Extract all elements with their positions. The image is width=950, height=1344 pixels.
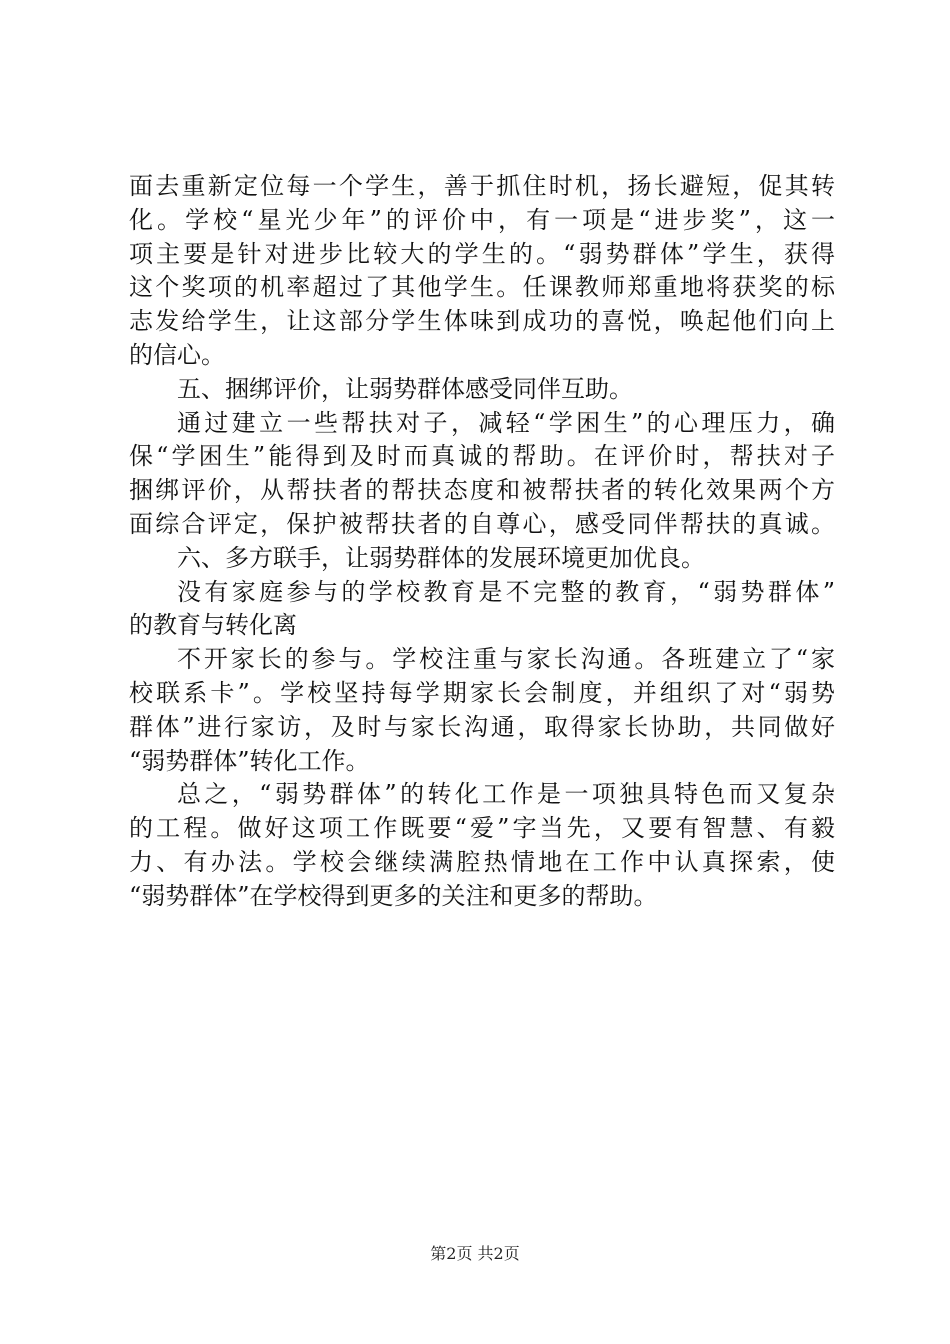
text-line: 捆绑评价，从帮扶者的帮扶态度和被帮扶者的转化效果两个方 xyxy=(129,476,835,505)
text-line: 五、捆绑评价，让弱势群体感受同伴互助。 xyxy=(177,374,633,403)
document-body xyxy=(129,170,835,914)
text-line: 志发给学生，让这部分学生体味到成功的喜悦，唤起他们向上 xyxy=(129,307,835,336)
text-line: 校联系卡”。学校坚持每学期家长会制度，并组织了对“弱势 xyxy=(129,678,835,707)
text-line: 的工程。做好这项工作既要“爱”字当先，又要有智慧、有毅 xyxy=(129,814,835,843)
text-line: 通过建立一些帮扶对子，减轻“学困生”的心理压力，确 xyxy=(177,408,835,437)
text-line: 化。学校“星光少年”的评价中，有一项是“进步奖”，这一 xyxy=(129,205,835,234)
text-line: 六、多方联手，让弱势群体的发展环境更加优良。 xyxy=(177,543,705,572)
text-line: 保“学困生”能得到及时而真诚的帮助。在评价时，帮扶对子 xyxy=(129,442,835,471)
text-line: 不开家长的参与。学校注重与家长沟通。各班建立了“家 xyxy=(177,645,835,674)
text-line: 的教育与转化离 xyxy=(129,611,297,640)
text-line: 项主要是针对进步比较大的学生的。“弱势群体”学生，获得 xyxy=(129,239,835,268)
page-footer: 第2页 共2页 xyxy=(430,1244,520,1263)
text-line: 这个奖项的机率超过了其他学生。任课教师郑重地将获奖的标 xyxy=(129,273,835,302)
text-line: 面去重新定位每一个学生，善于抓住时机，扬长避短，促其转 xyxy=(129,172,835,200)
text-line: 没有家庭参与的学校教育是不完整的教育，“弱势群体” xyxy=(177,577,835,606)
text-line: “弱势群体”转化工作。 xyxy=(129,746,370,775)
text-line: 面综合评定，保护被帮扶者的自尊心，感受同伴帮扶的真诚。 xyxy=(129,509,835,538)
text-line: “弱势群体”在学校得到更多的关注和更多的帮助。 xyxy=(129,881,658,910)
text-line: 的信心。 xyxy=(129,340,225,369)
text-line: 群体”进行家访，及时与家长沟通，取得家长协助，共同做好 xyxy=(129,712,835,741)
text-line: 总之，“弱势群体”的转化工作是一项独具特色而又复杂 xyxy=(177,780,835,809)
text-line: 力、有办法。学校会继续满腔热情地在工作中认真探索，使 xyxy=(129,847,835,876)
